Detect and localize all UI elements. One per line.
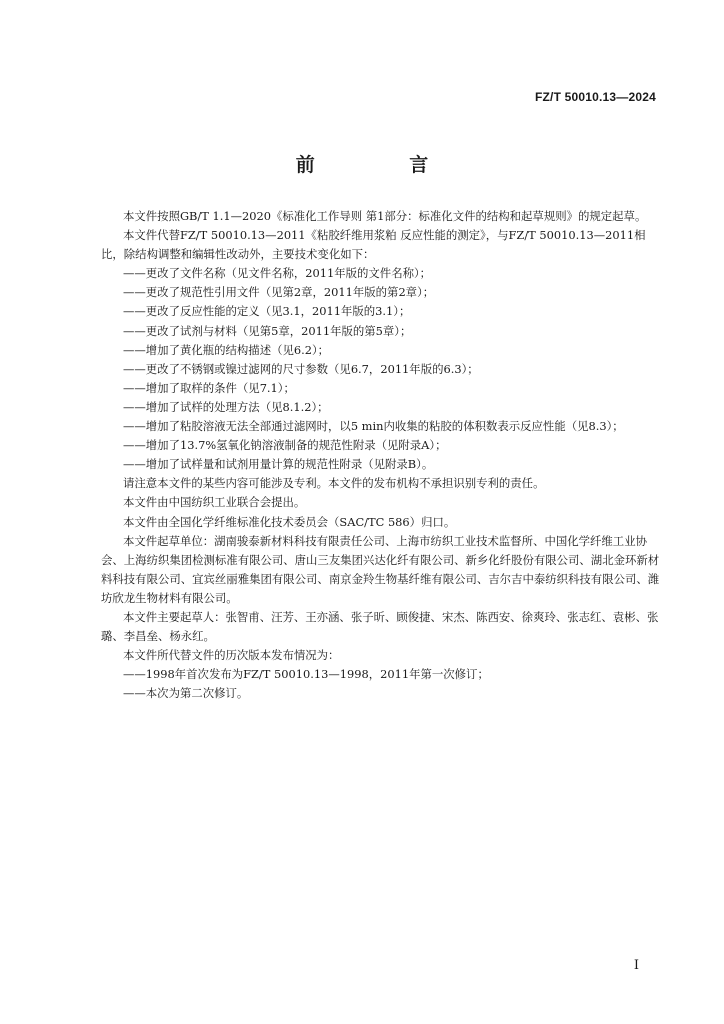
change-item: ——增加了试样的处理方法（见8.1.2）； <box>123 399 329 414</box>
change-item: ——更改了规范性引用文件（见第2章，2011年版的第2章）； <box>123 285 435 300</box>
change-item: ——增加了粘胶溶液无法全部通过滤网时，以5 min内收集的粘胶的体积数表示反应性能（见8.3）； <box>123 419 624 434</box>
history-item: ——本次为第二次修订。 <box>123 686 249 701</box>
page-title: 前 言 <box>295 154 473 176</box>
change-item: ——增加了试样量和试剂用量计算的规范性附录（见附录B）。 <box>123 457 434 472</box>
change-item: ——增加了13.7%氢氧化钠溶液制备的规范性附录（见附录A）； <box>123 438 447 453</box>
paragraph: 本文件按照GB/T 1.1—2020《标准化工作导则 第1部分：标准化文件的结构和起草规则》的规定起草。 <box>123 209 647 223</box>
change-item: ——更改了试剂与材料（见第5章，2011年版的第5章）； <box>123 323 412 338</box>
change-item: ——增加了取样的条件（见7.1）； <box>123 380 295 395</box>
foreword-body <box>101 207 661 703</box>
paragraph: 本文件起草单位：湖南骏泰新材料科技有限责任公司、上海市纺织工业技术监督所、中国化学纤维工业协会、上海纺织集团检测标准有限公司、唐山三友集团兴达化纤有限公司、新乡化纤股份有限公司、湖北金环新材料科技有限公司、宜宾丝丽雅集团有限公司、南京金羚生物基纤维有限公司、吉尔吉中泰纺织科技有限公司、潍坊欣龙生物材料有限公司。 <box>101 533 660 605</box>
change-item: ——增加了黄化瓶的结构描述（见6.2）； <box>123 342 330 357</box>
paragraph: 本文件由中国纺织工业联合会提出。 <box>123 495 306 510</box>
change-item: ——更改了反应性能的定义（见3.1，2011年版的3.1）； <box>123 304 411 319</box>
paragraph: 请注意本文件的某些内容可能涉及专利。本文件的发布机构不承担识别专利的责任。 <box>123 476 545 491</box>
paragraph: 本文件所代替文件的历次版本发布情况为： <box>123 648 340 663</box>
paragraph: 本文件代替FZ/T 50010.13—2011《粘胶纤维用浆粕 反应性能的测定》，与FZ/T 50010.13—2011相比，除结构调整和编辑性改动外，主要技术变化如下： <box>101 228 646 262</box>
history-item: ——1998年首次发布为FZ/T 50010.13—1998，2011年第一次修订； <box>123 667 489 682</box>
change-item: ——更改了不锈钢或镍过滤网的尺寸参数（见6.7，2011年版的6.3）； <box>123 361 479 376</box>
page-number: I <box>633 958 639 973</box>
standard-code: FZ/T 50010.13—2024 <box>534 90 656 104</box>
change-item: ——更改了文件名称（见文件名称，2011年版的文件名称）； <box>123 266 432 281</box>
paragraph: 本文件主要起草人：张智甫、汪芳、王亦涵、张子昕、顾俊捷、宋杰、陈西安、徐爽玲、张志红、袁彬、张璐、李昌垒、杨永红。 <box>101 609 659 644</box>
paragraph: 本文件由全国化学纤维标准化技术委员会（SAC/TC 586）归口。 <box>123 514 456 529</box>
